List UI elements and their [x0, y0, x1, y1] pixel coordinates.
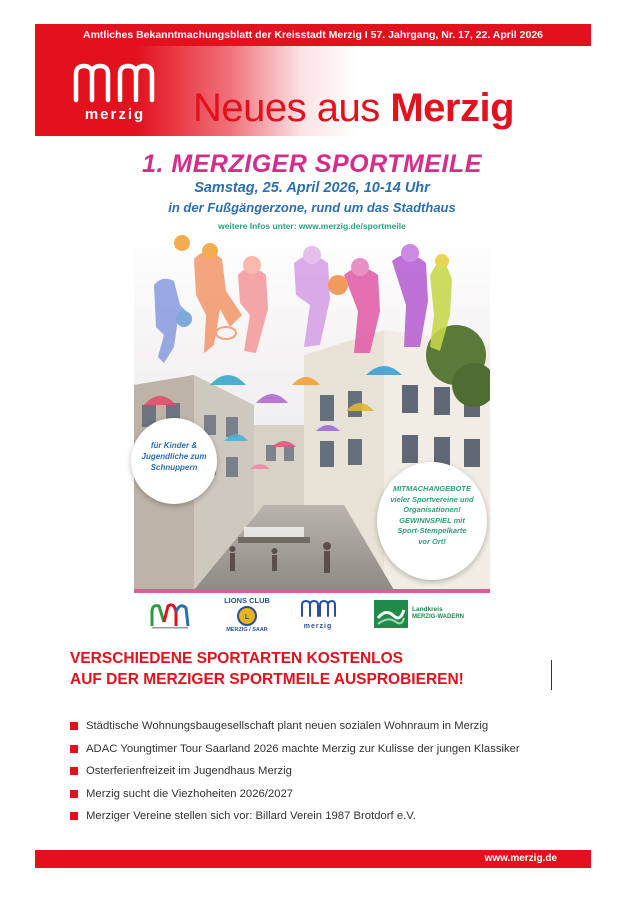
masthead-title	[193, 86, 514, 131]
lions-club-location: MERZIG / SAAR	[226, 627, 268, 633]
merzig-sponsor-word: merzig	[303, 623, 333, 630]
title-regular: Neues aus	[193, 86, 391, 130]
bubble-youth	[131, 418, 217, 504]
bullet-square-icon	[70, 767, 78, 775]
topic-text: Osterferienfreizeit im Jugendhaus Merzig	[86, 765, 292, 777]
bubble-youth-line: für Kinder &	[150, 441, 198, 450]
merzig-mark-icon	[300, 598, 336, 618]
topic-text: Merziger Vereine stellen sich vor: Billard Verein 1987 Brotdorf e.V.	[86, 810, 416, 822]
lions-club-name: LIONS CLUB	[224, 596, 270, 605]
svg-text:L: L	[244, 614, 250, 621]
sponsor-logos	[134, 594, 490, 636]
topic-text: Merzig sucht die Viezhoheiten 2026/2027	[86, 787, 294, 800]
headline-line-1: VERSCHIEDENE SPORTARTEN KOSTENLOS	[70, 650, 404, 667]
merzig-logo	[70, 60, 160, 122]
bubble-offers-line: Sport-Stempelkarte	[397, 526, 467, 535]
bullet-square-icon	[70, 722, 78, 730]
footer-bar	[35, 850, 591, 868]
headline-rule	[551, 660, 552, 690]
event-title: 1. MERZIGER SPORTMEILE	[142, 150, 482, 178]
logo-word: merzig	[84, 106, 146, 123]
topic-item[interactable]	[70, 783, 520, 806]
bubble-offers	[377, 462, 487, 580]
title-bold: Merzig	[390, 86, 515, 130]
bubble-youth-line: Jugendliche zum	[141, 452, 207, 461]
landkreis-label: Landkreis	[412, 606, 443, 613]
bubble-youth-line: Schnuppern	[150, 463, 198, 472]
topic-text: ADAC Youngtimer Tour Saarland 2026 machte Merzig zur Kulisse der jungen Klassiker	[86, 742, 520, 755]
bullet-square-icon	[70, 745, 78, 753]
lions-club-logo	[222, 596, 272, 633]
footer-website-link[interactable]: www.merzig.de	[484, 853, 557, 864]
merzig-logo-mark-icon	[70, 60, 160, 106]
bubble-offers-line: GEWINNSPIEL mit	[399, 515, 465, 525]
bubble-offers-line: MITMACHANGEBOTE	[393, 484, 471, 493]
bullet-square-icon	[70, 812, 78, 820]
topic-item[interactable]	[70, 805, 520, 828]
topic-item[interactable]	[70, 738, 520, 761]
event-place: in der Fußgängerzone, rund um das Stadthaus	[168, 200, 456, 215]
headline-line-2: AUF DER MERZIGER SPORTMEILE AUSPROBIEREN!	[70, 671, 464, 688]
masthead	[35, 46, 591, 136]
topic-text: Städtische Wohnungsbaugesellschaft plant neuen sozialen Wohnraum in Merzig	[86, 720, 489, 732]
sports-association-logo-icon	[148, 600, 192, 630]
bullet-square-icon	[70, 790, 78, 798]
top-info-bar	[35, 24, 591, 46]
bubble-offers-line: vieler Sportvereine und	[390, 494, 474, 504]
bubble-offers-line: vor Ort!	[418, 536, 446, 546]
landkreis-emblem-icon	[374, 600, 408, 628]
event-date: Samstag, 25. April 2026, 10-14 Uhr	[194, 180, 430, 196]
topic-item[interactable]	[70, 715, 520, 738]
topic-item[interactable]	[70, 760, 520, 783]
topics-list	[70, 715, 520, 828]
publication-info: Amtliches Bekanntmachungsblatt der Kreisstadt Merzig I 57. Jahrgang, Nr. 17, 22. April 2026	[82, 29, 543, 41]
poster-accent-line	[134, 589, 490, 593]
main-headline	[70, 648, 464, 690]
lions-emblem-icon	[237, 606, 257, 626]
event-info-link[interactable]: weitere Infos unter: www.merzig.de/sportmeile	[218, 221, 406, 231]
landkreis-name: MERZIG-WADERN	[412, 614, 464, 620]
bubble-offers-line: Organisationen!	[403, 505, 461, 514]
merzig-sponsor-logo	[298, 598, 338, 630]
